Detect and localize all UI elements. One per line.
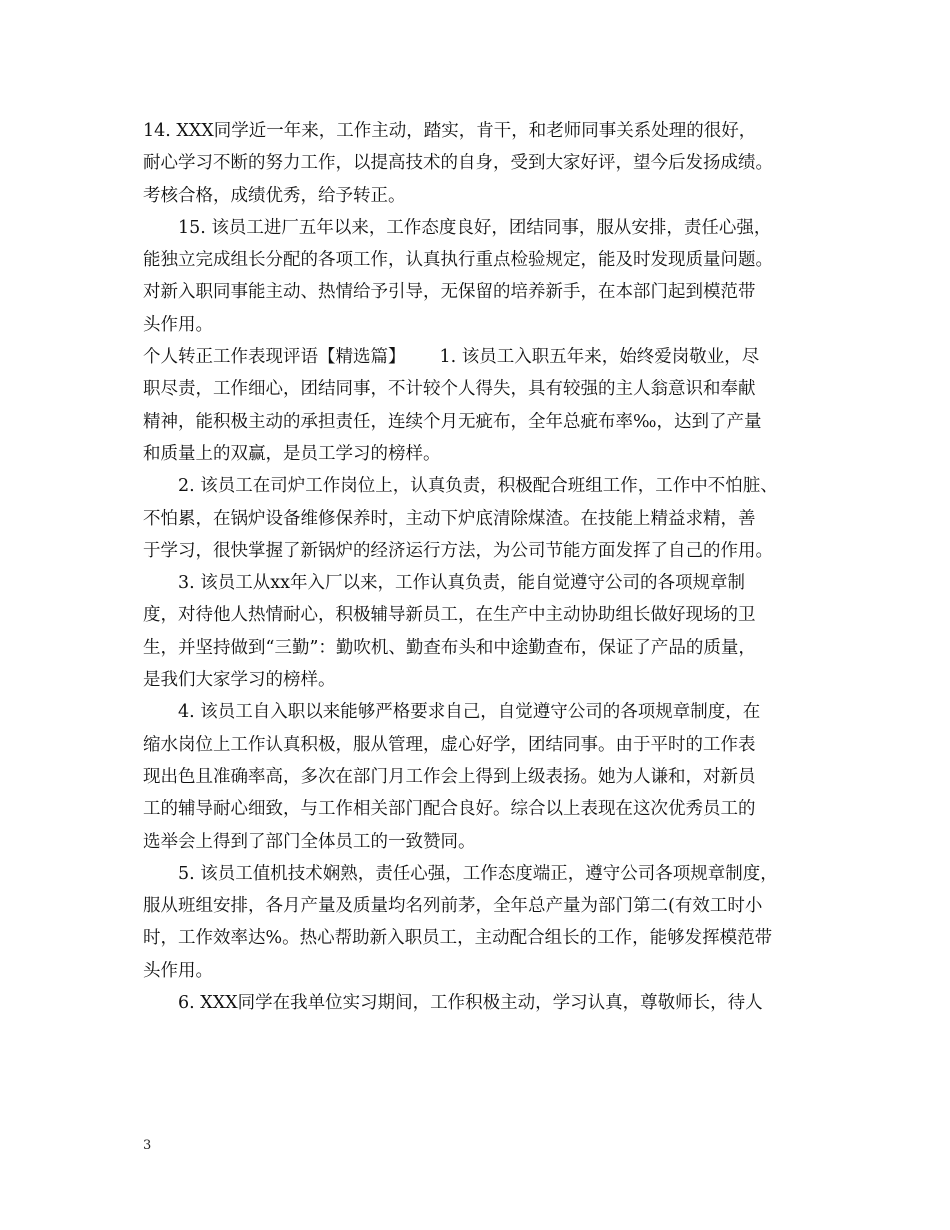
text-line: 5. 该员工值机技术娴熟，责任心强，工作态度端正，遵守公司各项规章制度， xyxy=(178,863,778,884)
item-5 xyxy=(143,858,823,987)
section-first-line xyxy=(143,341,823,373)
text-line: 耐心学习不断的努力工作，以提高技术的自身，受到大家好评，望今后发扬成绩。 xyxy=(143,153,773,174)
item-3 xyxy=(143,567,823,696)
section-evaluation xyxy=(143,341,823,470)
text-line: 于学习，很快掌握了新锅炉的经济运行方法，为公司节能方面发挥了自己的作用。 xyxy=(143,540,773,561)
text-line: 15. 该员工进厂五年以来，工作态度良好，团结同事，服从安排，责任心强， xyxy=(178,217,772,238)
text-line: 选举会上得到了部门全体员工的一致赞同。 xyxy=(143,831,476,852)
text-line: 缩水岗位上工作认真积极，服从管理，虚心好学，团结同事。由于平时的工作表 xyxy=(143,734,756,755)
text-line: 现出色且准确率高，多次在部门月工作会上得到上级表扬。她为人谦和，对新员 xyxy=(143,766,756,787)
document-body xyxy=(143,115,823,1019)
text-line: 4. 该员工自入职以来能够严格要求自己，自觉遵守公司的各项规章制度，在 xyxy=(178,702,761,723)
text-line: 头作用。 xyxy=(143,960,213,981)
text-line: 和质量上的双赢，是员工学习的榜样。 xyxy=(143,443,441,464)
item-6 xyxy=(143,987,823,1019)
text-line: 6. XXX同学在我单位实习期间，工作积极主动，学习认真，尊敬师长，待人 xyxy=(178,993,763,1014)
text-line: 时，工作效率达%。热心帮助新入职员工，主动配合组长的工作，能够发挥模范带 xyxy=(143,928,773,949)
text-line: 考核合格，成绩优秀，给予转正。 xyxy=(143,185,406,206)
item-2 xyxy=(143,470,823,567)
paragraph-15 xyxy=(143,212,823,341)
text-line: 不怕累，在锅炉设备维修保养时，主动下炉底清除煤渣。在技能上精益求精，善 xyxy=(143,508,756,529)
text-line: 14. XXX同学近一年来，工作主动，踏实，肯干，和老师同事关系处理的很好， xyxy=(143,121,757,141)
text-line: 精神，能积极主动的承担责任，连续个月无疵布，全年总疵布率‰，达到了产量 xyxy=(143,411,762,432)
text-line: 是我们大家学习的榜样。 xyxy=(143,670,336,691)
text-line: 生，并坚持做到“三勤”：勤吹机、勤查布头和中途勤查布，保证了产品的质量， xyxy=(143,637,756,658)
text-line: 2. 该员工在司炉工作岗位上，认真负责，积极配合班组工作，工作中不怕脏、 xyxy=(178,476,778,497)
section-item-1-start: 1. 该员工入职五年来，始终爱岗敬业，尽 xyxy=(439,347,760,368)
page-number: 3 xyxy=(143,1138,152,1153)
item-4 xyxy=(143,696,823,857)
text-line: 3. 该员工从xx年入厂以来，工作认真负责，能自觉遵守公司的各项规章制 xyxy=(178,573,745,594)
paragraph-14 xyxy=(143,115,823,212)
text-line: 能独立完成组长分配的各项工作，认真执行重点检验规定，能及时发现质量问题。 xyxy=(143,250,773,271)
text-line: 工的辅导耐心细致，与工作相关部门配合良好。综合以上表现在这次优秀员工的 xyxy=(143,799,756,820)
text-line: 头作用。 xyxy=(143,314,213,335)
text-line: 度，对待他人热情耐心，积极辅导新员工，在生产中主动协助组长做好现场的卫 xyxy=(143,605,756,626)
text-line: 职尽责，工作细心，团结同事，不计较个人得失，具有较强的主人翁意识和奉献 xyxy=(143,379,756,400)
text-line: 对新入职同事能主动、热情给予引导，无保留的培养新手，在本部门起到模范带 xyxy=(143,282,756,303)
text-line: 服从班组安排，各月产量及质量均名列前茅，全年总产量为部门第二(有效工时小 xyxy=(143,896,763,917)
section-heading: 个人转正工作表现评语【精选篇】 xyxy=(143,347,406,368)
